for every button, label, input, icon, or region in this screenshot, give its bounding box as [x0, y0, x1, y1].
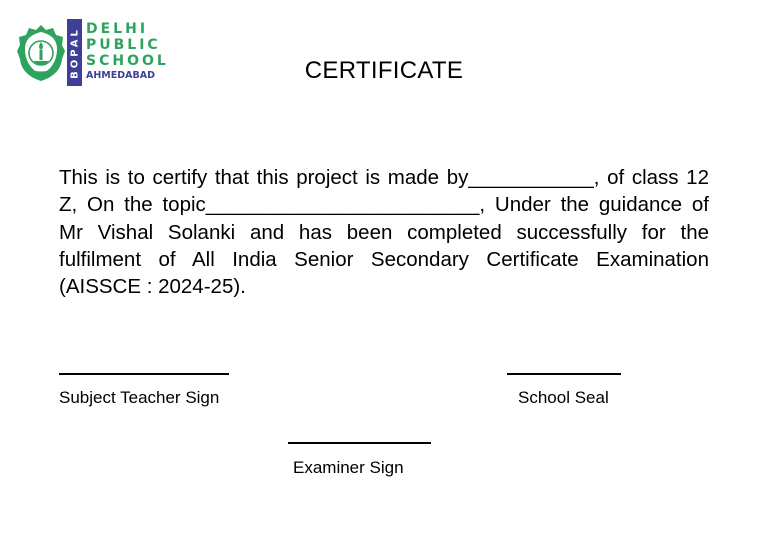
logo-line-delhi: DELHI: [86, 21, 149, 37]
certificate-title: CERTIFICATE: [304, 57, 464, 84]
school-seal-label: School Seal: [518, 388, 609, 407]
school-seal-line: [507, 373, 621, 375]
subject-teacher-sign-label: Subject Teacher Sign: [59, 388, 220, 407]
logo-vertical-text: BOPAL: [69, 26, 80, 79]
certificate-body: This is to certify that this project is made by___________, of class 12 Z, On the topic________________________, Under the guidance of Mr Vishal Solanki and has been completed successfully for the fulfilment of All India Senior Secondary Certificate Examination (AISSCE : 2024-25).: [59, 166, 709, 299]
examiner-sign-label: Examiner Sign: [293, 458, 404, 477]
logo-line-city: AHMEDABAD: [86, 70, 155, 81]
examiner-sign-line: [288, 442, 431, 444]
logo-line-public: PUBLIC: [86, 37, 161, 53]
subject-teacher-sign-line: [59, 373, 229, 375]
logo-line-school: SCHOOL: [86, 53, 169, 69]
